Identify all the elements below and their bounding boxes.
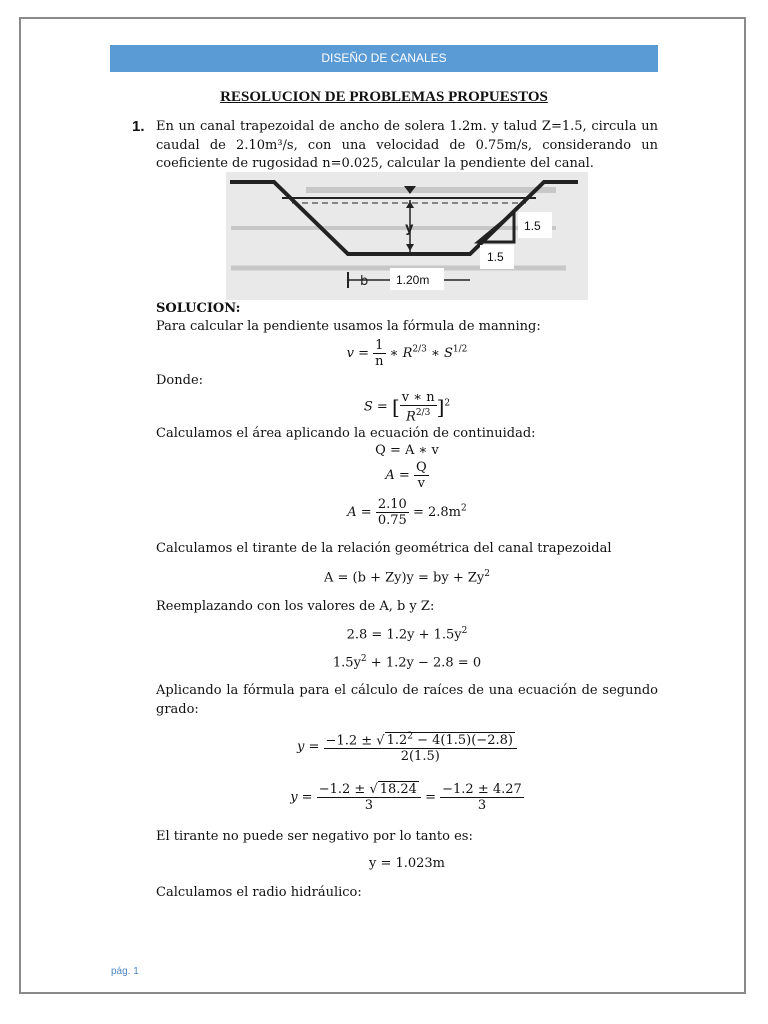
solution-line-7: Calculamos el radio hidráulico: <box>156 885 362 900</box>
depth-result: y = 1.023m <box>368 856 446 871</box>
solution-line-6: El tirante no puede ser negativo por lo tanto es: <box>156 829 473 844</box>
substitution-equation: $2.8 = 1.2y + 1.5y^2$ <box>346 626 468 643</box>
page-number: pág. 1 <box>111 966 139 977</box>
solution-line-1: Para calcular la pendiente usamos la fórmula de manning: <box>156 319 541 334</box>
solution-line-2: Calculamos el área aplicando la ecuación de continuidad: <box>156 426 536 441</box>
width-label: 1.20m <box>396 273 430 287</box>
solution-line-4: Reemplazando con los valores de A, b y Z: <box>156 599 435 614</box>
area-computation: A = $\frac{2.10}{0.75}$ = $2.8m^2$ <box>347 497 467 528</box>
channel-cross-section-figure <box>226 172 588 300</box>
document-title: RESOLUCION DE PROBLEMAS PROPUESTOS <box>220 89 548 105</box>
slope-equation: S = [ $\frac{v ∗ n}{R^{2/3}}$ ]$^2$ <box>363 390 451 425</box>
problem-number: 1. <box>132 118 145 135</box>
solution-line-3: Calculamos el tirante de la relación geométrica del canal trapezoidal <box>156 541 612 556</box>
solution-heading: SOLUCION: <box>156 301 241 316</box>
slope-vertical-label: 1.5 <box>524 219 541 233</box>
manning-equation: v = $\frac{1}{n}$ ∗ $R^{2/3}$ ∗ $S^{1/2}$ <box>346 338 468 369</box>
quadratic-equation: $1.5y^2 + 1.2y - 2.8 = 0$ <box>332 654 482 671</box>
geometric-relation: A = (b + Zy)y = by + $Zy^2$ <box>324 569 490 586</box>
continuity-equation: Q = A ∗ v <box>375 443 439 458</box>
quadratic-formula-step-2: y = $\frac{-1.2 \pm √ 18.24}{3}$ = $\frac{-1.2 \pm 4.27}{3}$ <box>290 782 522 813</box>
header-title: DISEÑO DE CANALES <box>321 51 447 65</box>
document-header <box>110 45 658 72</box>
depth-label: y <box>405 221 414 236</box>
area-formula: A = $\frac{Q}{v}$ <box>385 460 427 491</box>
slope-horizontal-label: 1.5 <box>487 250 504 264</box>
problem-statement: En un canal trapezoidal de ancho de solera 1.2m. y talud Z=1.5, circula un caudal de 2.10m³/s, con una velocidad de 0.75m/s, considerando un coeficiente de rugosidad n=0.025, calcular la pendiente del canal. <box>156 119 658 171</box>
base-label: b <box>360 274 369 289</box>
solution-line-5: Aplicando la fórmula para el cálculo de raíces de una ecuación de segundo grado: <box>156 683 658 717</box>
quadratic-formula-step-1: y = $\frac{-1.2 \pm √ 1.2^2 - 4(1.5)(-2.8)}{2(1.5)}$ <box>156 730 658 764</box>
donde-label: Donde: <box>156 373 204 388</box>
